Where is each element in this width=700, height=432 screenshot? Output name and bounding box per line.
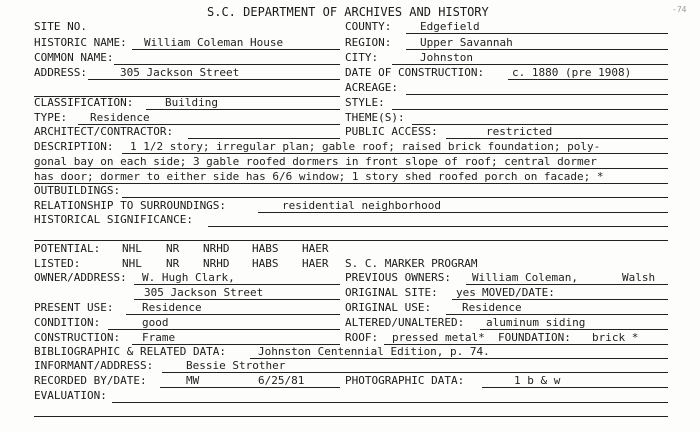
previous-owners-name-2: Walsh xyxy=(622,271,656,284)
informant-value: Bessie Strother xyxy=(186,359,286,372)
potential-habs: HABS xyxy=(252,242,279,255)
listed-habs: HABS xyxy=(252,257,279,270)
type-label: TYPE: xyxy=(34,111,68,124)
potential-label: POTENTIAL: xyxy=(34,242,101,255)
condition-label: CONDITION: xyxy=(34,316,101,329)
construction-label: CONSTRUCTION: xyxy=(34,331,121,344)
outbuildings-label: OUTBUILDINGS: xyxy=(34,184,121,197)
listed-nhl: NHL xyxy=(122,257,142,270)
foundation-label: FOUNDATION: xyxy=(498,331,571,344)
potential-nrhd: NRHD xyxy=(203,242,230,255)
significance-label: HISTORICAL SIGNIFICANCE: xyxy=(34,213,193,226)
themes-label: THEME(S): xyxy=(345,111,405,124)
description-label: DESCRIPTION: xyxy=(34,140,114,153)
public-access-value: restricted xyxy=(486,125,553,138)
moved-date-label: MOVED/DATE: xyxy=(482,286,555,299)
altered-value: aluminum siding xyxy=(486,316,586,329)
public-access-label: PUBLIC ACCESS: xyxy=(345,125,438,138)
present-use-label: PRESENT USE: xyxy=(34,301,114,314)
owner-street: 305 Jackson Street xyxy=(144,286,264,299)
address-value: 305 Jackson Street xyxy=(120,66,240,79)
potential-nr: NR xyxy=(166,242,180,255)
marker-program: S. C. MARKER PROGRAM xyxy=(345,257,478,270)
address-label: ADDRESS: xyxy=(34,66,87,79)
original-use-label: ORIGINAL USE: xyxy=(345,301,432,314)
bibliographic-label: BIBLIOGRAPHIC & RELATED DATA: xyxy=(34,345,227,358)
date-construction-label: DATE OF CONSTRUCTION: xyxy=(345,66,485,79)
photographic-label: PHOTOGRAPHIC DATA: xyxy=(345,374,465,387)
listed-nr: NR xyxy=(166,257,180,270)
bibliographic-value: Johnston Centennial Edition, p. 74. xyxy=(258,345,490,358)
architect-label: ARCHITECT/CONTRACTOR: xyxy=(34,125,174,138)
previous-owners-label: PREVIOUS OWNERS: xyxy=(345,271,451,284)
region-label: REGION: xyxy=(345,36,392,49)
recorded-by-value: MW xyxy=(186,374,200,387)
form-title: S.C. DEPARTMENT OF ARCHIVES AND HISTORY xyxy=(207,5,489,19)
recorded-by-label: RECORDED BY/DATE: xyxy=(34,374,147,387)
present-use-value: Residence xyxy=(142,301,202,314)
relationship-value: residential neighborhood xyxy=(282,199,441,212)
owner-name: W. Hugh Clark, xyxy=(142,271,235,284)
original-use-value: Residence xyxy=(462,301,522,314)
listed-nrhd: NRHD xyxy=(203,257,230,270)
county-label: COUNTY: xyxy=(345,20,392,33)
date-construction-value: c. 1880 (pre 1908) xyxy=(512,66,632,79)
previous-owners-name: William Coleman, xyxy=(472,271,578,284)
original-site-value: yes xyxy=(456,286,476,299)
city-value: Johnston xyxy=(420,51,473,64)
foundation-value: brick * xyxy=(592,331,639,344)
informant-label: INFORMANT/ADDRESS: xyxy=(34,359,154,372)
description-line-3: has door; dormer to either side has 6/6 window; 1 story shed roofed porch on facade; * xyxy=(34,170,604,183)
evaluation-label: EVALUATION: xyxy=(34,389,107,402)
photographic-value: 1 b & w xyxy=(514,374,561,387)
region-value: Upper Savannah xyxy=(420,36,513,49)
altered-label: ALTERED/UNALTERED: xyxy=(345,316,465,329)
condition-value: good xyxy=(142,316,169,329)
classification-value: Building xyxy=(165,96,218,109)
description-line-1: 1 1/2 story; irregular plan; gable roof; raised brick foundation; poly- xyxy=(130,140,601,153)
owner-label: OWNER/ADDRESS: xyxy=(34,271,127,284)
listed-label: LISTED: xyxy=(34,257,81,270)
roof-value: pressed metal* xyxy=(392,331,485,344)
description-line-2: gonal bay on each side; 3 gable roofed dormers in front slope of roof; central dormer xyxy=(34,155,597,168)
acreage-label: ACREAGE: xyxy=(345,81,398,94)
original-site-label: ORIGINAL SITE: xyxy=(345,286,438,299)
potential-nhl: NHL xyxy=(122,242,142,255)
historic-name-value: William Coleman House xyxy=(144,36,284,49)
corner-mark: -74 xyxy=(672,5,687,14)
historic-name-label: HISTORIC NAME: xyxy=(34,36,127,49)
construction-value: Frame xyxy=(142,331,176,344)
site-no-label: SITE NO. xyxy=(34,20,87,33)
common-name-label: COMMON NAME: xyxy=(34,51,114,64)
city-label: CITY: xyxy=(345,51,379,64)
roof-label: ROOF: xyxy=(345,331,379,344)
style-label: STYLE: xyxy=(345,96,385,109)
recorded-date-value: 6/25/81 xyxy=(258,374,305,387)
relationship-label: RELATIONSHIP TO SURROUNDINGS: xyxy=(34,199,227,212)
type-value: Residence xyxy=(90,111,150,124)
classification-label: CLASSIFICATION: xyxy=(34,96,134,109)
county-value: Edgefield xyxy=(420,20,480,33)
listed-haer: HAER xyxy=(302,257,329,270)
potential-haer: HAER xyxy=(302,242,329,255)
